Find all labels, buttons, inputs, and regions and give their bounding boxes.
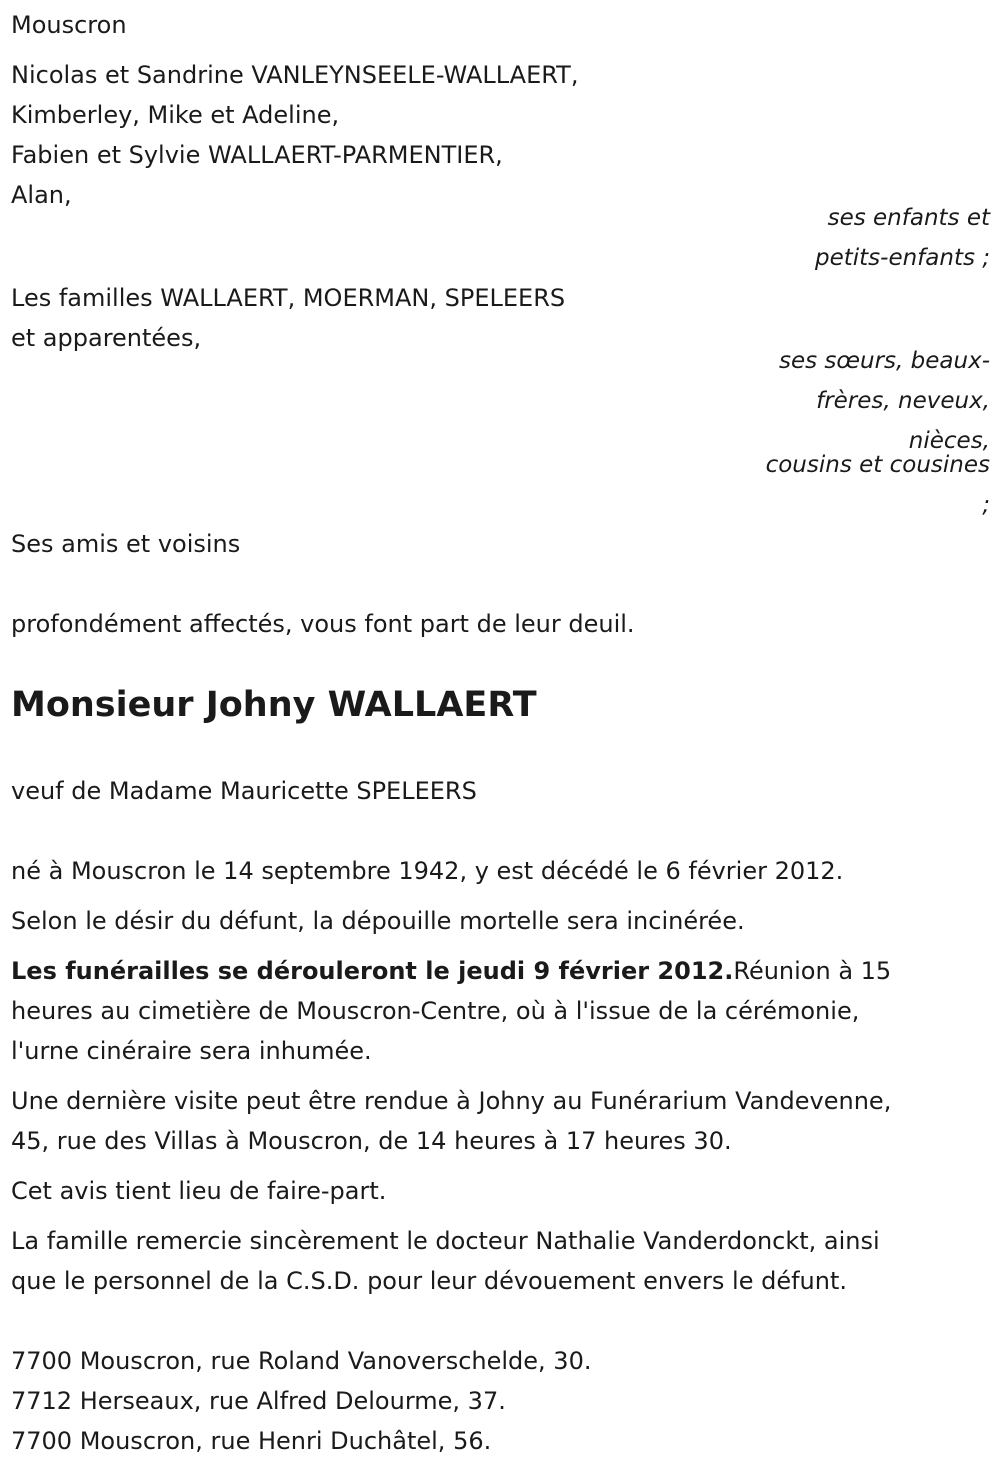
friends-line: Ses amis et voisins — [11, 530, 241, 558]
funeral-line-2: heures au cimetière de Mouscron-Centre, où à l'issue de la cérémonie, — [11, 997, 860, 1025]
address-line-2: 7712 Herseaux, rue Alfred Delourme, 37. — [11, 1387, 506, 1415]
children-line-4: Alan, — [11, 181, 72, 209]
families-role-line-2: frères, neveux, — [816, 388, 990, 414]
visit-line-1: Une dernière visite peut être rendue à Johny au Funérarium Vandevenne, — [11, 1087, 892, 1115]
thanks-line-1: La famille remercie sincèrement le docteur Nathalie Vanderdonckt, ainsi — [11, 1227, 880, 1255]
widower-line: veuf de Madame Mauricette SPELEERS — [11, 777, 477, 805]
deceased-name: Monsieur Johny WALLAERT — [11, 685, 537, 725]
funeral-meeting-text: Réunion à 15 — [733, 957, 892, 985]
city-heading: Mouscron — [11, 11, 127, 39]
notice-line: Cet avis tient lieu de faire-part. — [11, 1177, 387, 1205]
affected-line: profondément affectés, vous font part de leur deuil. — [11, 610, 635, 638]
families-role-line-3: nièces, — [908, 428, 990, 454]
families-role-line-4: cousins et cousines — [765, 452, 990, 478]
funeral-line-1 — [11, 956, 891, 986]
thanks-line-2: que le personnel de la C.S.D. pour leur dévouement envers le défunt. — [11, 1267, 848, 1295]
funeral-date-bold: Les funérailles se dérouleront le jeudi 9 février 2012. — [11, 957, 734, 985]
birth-death-line: né à Mouscron le 14 septembre 1942, y est décédé le 6 février 2012. — [11, 857, 844, 885]
children-role-line-1: ses enfants et — [827, 205, 990, 231]
cremation-line: Selon le désir du défunt, la dépouille mortelle sera incinérée. — [11, 907, 745, 935]
families-role-line-5: ; — [982, 492, 990, 518]
families-line-2: et apparentées, — [11, 324, 202, 352]
children-line-3: Fabien et Sylvie WALLAERT-PARMENTIER, — [11, 141, 503, 169]
children-line-2: Kimberley, Mike et Adeline, — [11, 101, 340, 129]
address-line-3: 7700 Mouscron, rue Henri Duchâtel, 56. — [11, 1427, 492, 1455]
funeral-line-3: l'urne cinéraire sera inhumée. — [11, 1037, 372, 1065]
children-role-line-2: petits-enfants ; — [814, 245, 990, 271]
families-line-1: Les familles WALLAERT, MOERMAN, SPELEERS — [11, 284, 566, 312]
families-role-line-1: ses sœurs, beaux- — [778, 348, 990, 374]
address-line-1: 7700 Mouscron, rue Roland Vanoverschelde, 30. — [11, 1347, 592, 1375]
visit-line-2: 45, rue des Villas à Mouscron, de 14 heures à 17 heures 30. — [11, 1127, 732, 1155]
children-line-1: Nicolas et Sandrine VANLEYNSEELE-WALLAERT, — [11, 61, 579, 89]
